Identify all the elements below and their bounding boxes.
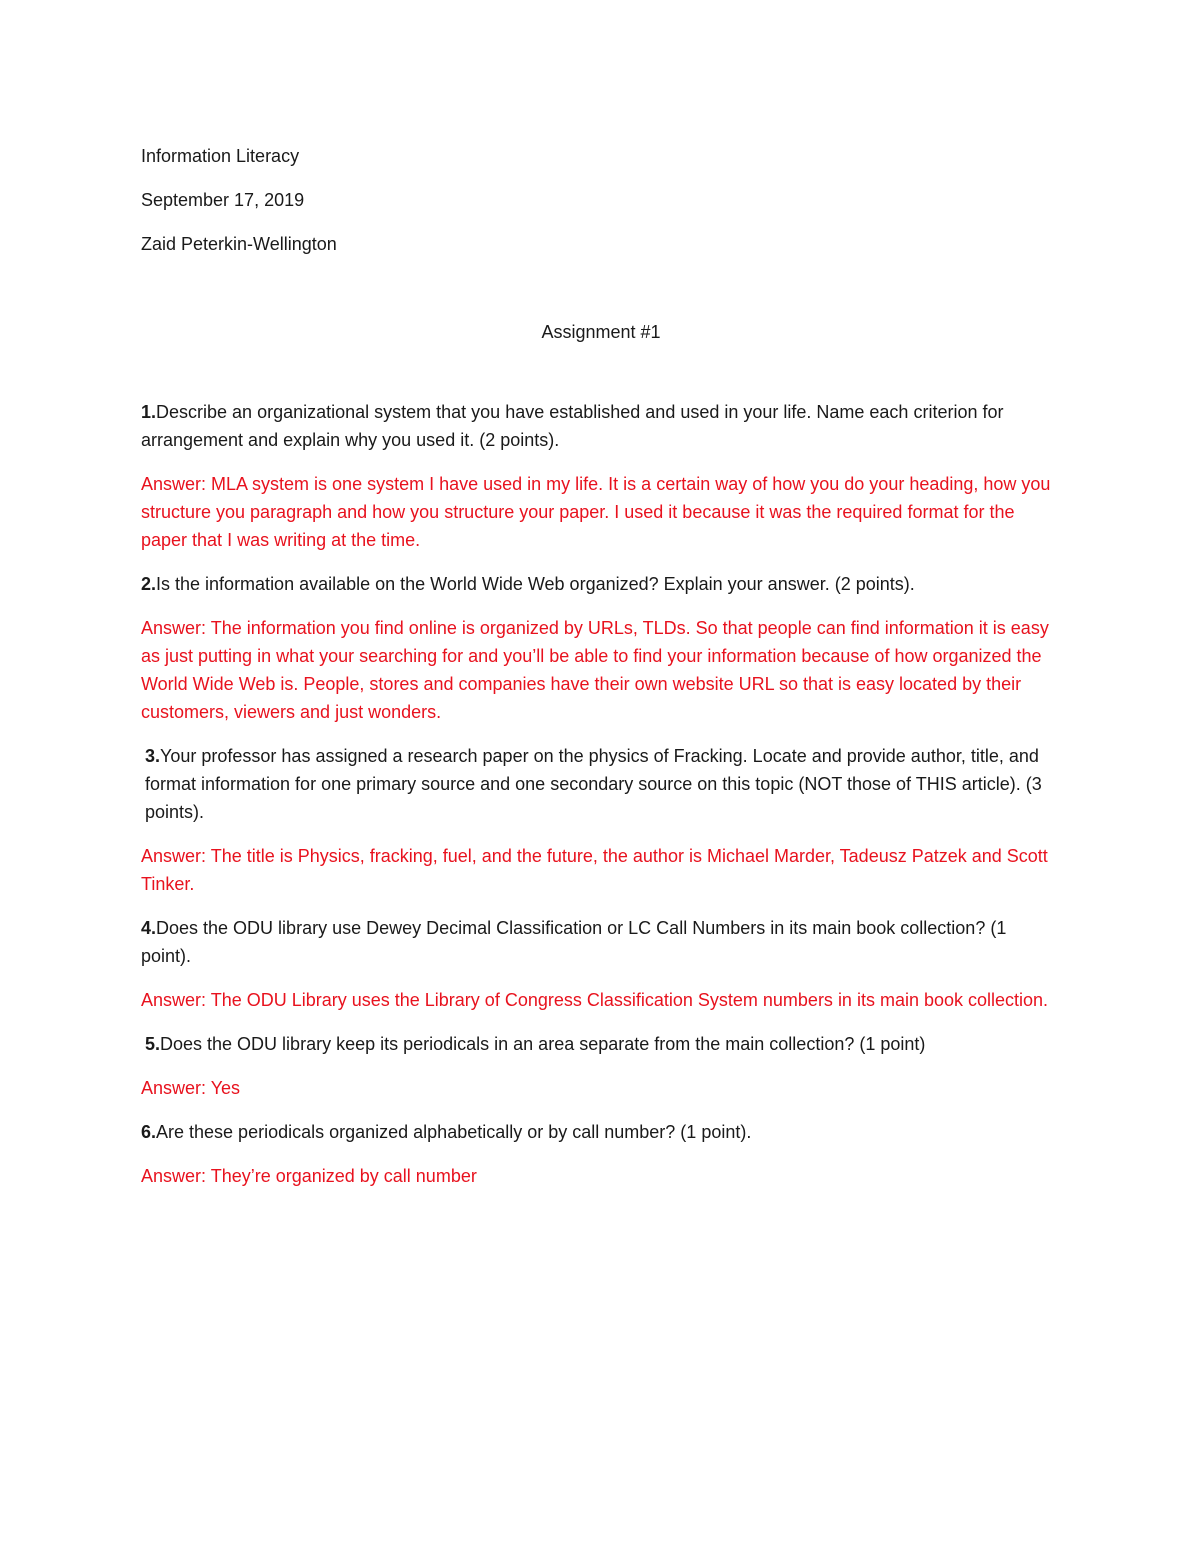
student-name: Zaid Peterkin-Wellington <box>141 234 337 254</box>
assignment-date: September 17, 2019 <box>141 190 305 210</box>
question-number: 6. <box>141 1122 157 1142</box>
answer-1: Answer: MLA system is one system I have used in my life. It is a certain way of how you do your heading, how you structure you paragraph and how you structure your paper. I used it because it was the required format for the paper that I was writing at the time. <box>141 474 1051 550</box>
course-name: Information Literacy <box>141 146 300 166</box>
question-number: 5. <box>145 1034 161 1054</box>
question-number: 3. <box>145 746 161 766</box>
question-4 <box>141 914 1061 970</box>
answer-2: Answer: The information you find online is organized by URLs, TLDs. So that people can find information it is easy as just putting in what your searching for and you’ll be able to find your information because of how organized the World Wide Web is. People, stores and companies have their own website URL so that is easy located by their customers, viewers and just wonders. <box>141 618 1049 722</box>
question-2 <box>141 570 1061 598</box>
question-text: Your professor has assigned a research paper on the physics of Fracking. Locate and provide author, title, and format information for one primary source and one secondary source on this topic (NOT those of THIS article). (3 points). <box>145 746 1042 822</box>
assignment-title: Assignment #1 <box>541 322 661 342</box>
question-number: 1. <box>141 402 157 422</box>
answer-4: Answer: The ODU Library uses the Library of Congress Classification System numbers in its main book collection. <box>141 990 1049 1010</box>
answer-5: Answer: Yes <box>141 1078 241 1098</box>
question-text: Does the ODU library keep its periodicals in an area separate from the main collection? (1 point) <box>160 1034 926 1054</box>
question-6 <box>141 1118 1061 1146</box>
question-text: Describe an organizational system that you have established and used in your life. Name each criterion for arrangement and explain why you used it. (2 points). <box>141 402 1004 450</box>
answer-3: Answer: The title is Physics, fracking, fuel, and the future, the author is Michael Marder, Tadeusz Patzek and Scott Tinker. <box>141 846 1048 894</box>
question-3 <box>141 742 1061 826</box>
answer-6: Answer: They’re organized by call number <box>141 1166 477 1186</box>
question-number: 4. <box>141 918 157 938</box>
question-text: Are these periodicals organized alphabetically or by call number? (1 point). <box>156 1122 752 1142</box>
document-body <box>141 142 1061 1206</box>
question-text: Is the information available on the World Wide Web organized? Explain your answer. (2 points). <box>156 574 915 594</box>
question-number: 2. <box>141 574 157 594</box>
question-5 <box>141 1030 1061 1058</box>
question-1 <box>141 398 1061 454</box>
question-text: Does the ODU library use Dewey Decimal Classification or LC Call Numbers in its main book collection? (1 point). <box>141 918 1007 966</box>
